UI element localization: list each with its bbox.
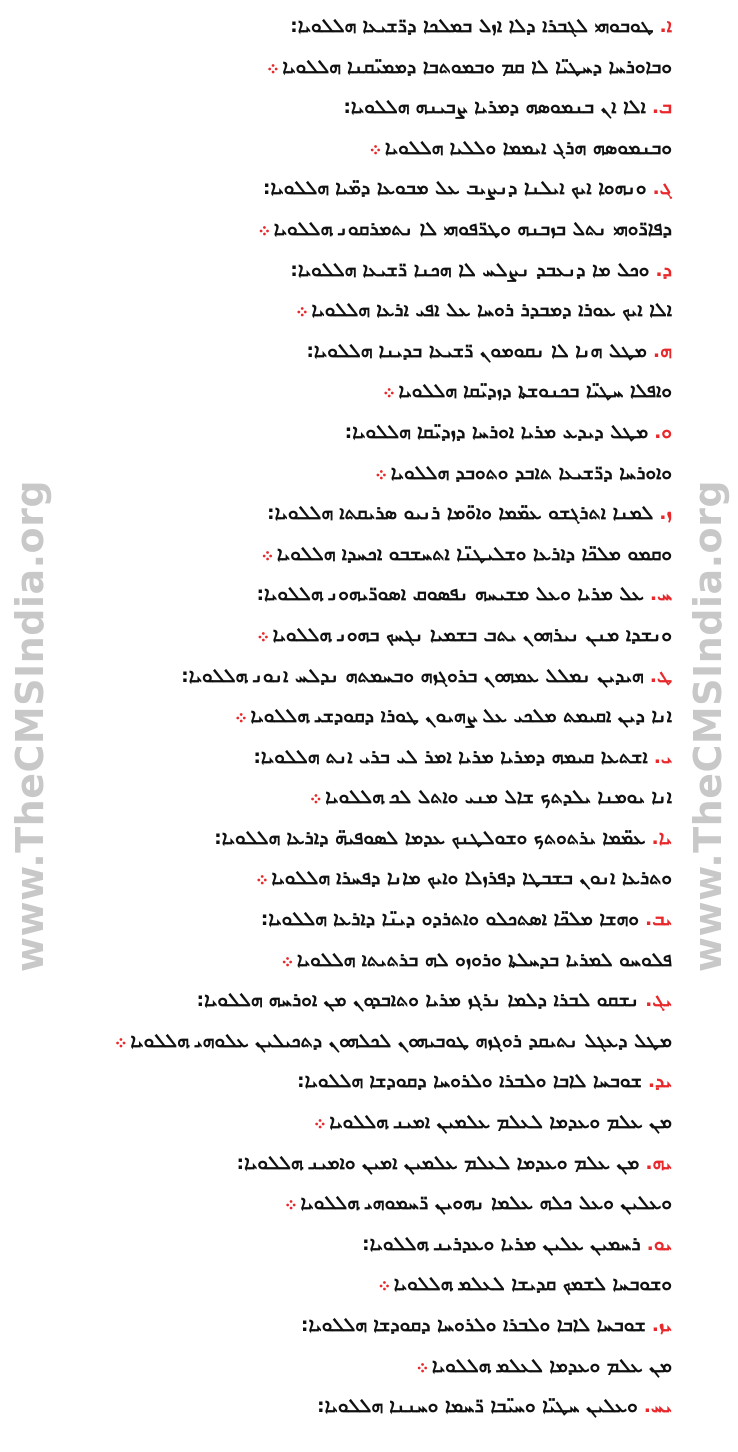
- verse-line: [60, 615, 678, 656]
- verse-number: ܝ.: [653, 745, 672, 768]
- verse-line: [60, 980, 678, 1021]
- verse-line: [60, 777, 678, 818]
- verse-line: [60, 858, 678, 899]
- halleluiah-refrain: ܗܠܠܘܝܐ:: [297, 1070, 364, 1093]
- verse-end-mark: ܀: [296, 299, 308, 322]
- halleluiah-refrain: ܗܠܠܘܝܐ: [276, 542, 336, 565]
- verse-text: ܘܢܗܘܐ ܐܝܟ ܐܝܠܢܐ ܕܢܨܝܒ ܥܠ ܡܒܘܥܐ ܕܡ̈ܝܐ: [335, 177, 647, 200]
- verse-number: ܗ.: [652, 339, 672, 362]
- verse-text: ܘܐܦܠܐ ܚܛܝ̈ܐ ܒܟܢܘܫܬܐ ܕܙܕܝ̈ܩܐ: [463, 380, 672, 403]
- verse-line: [60, 128, 678, 169]
- halleluiah-refrain: ܗܠܠܘܝܐ:: [306, 339, 373, 362]
- halleluiah-refrain: ܗܠܠܘܝܐ:: [290, 15, 357, 37]
- watermark-text-left: www.TheCMSIndia.org: [8, 479, 52, 973]
- verse-line: [60, 371, 678, 412]
- verse-text: ܛܘܒܘܗܝ ܠܓܒܪܐ ܕܠܐ ܐܙܠ ܒܡܠܟܐ ܕܪ̈ܫܝܥܐ: [362, 15, 654, 37]
- verse-line: [60, 737, 678, 778]
- verse-line: [60, 493, 678, 534]
- verse-text: ܦܠܘܚܘ ܠܡܪܝܐ ܒܕܚܠܬܐ ܘܪܘܙܘ ܠܗ ܒܪܬܝܬܐ: [361, 948, 672, 971]
- halleluiah-refrain: ܗܠܠܘܝܐ:: [290, 258, 357, 281]
- halleluiah-refrain: ܗܠܠܘܝܐ: [384, 136, 444, 159]
- verse-line: [60, 87, 678, 128]
- verse-text: ܐܠܐ ܐܢ ܒܢܡܘܣܗ ܕܡܪܝܐ ܨܒܝܢܗ: [415, 96, 646, 119]
- verse-text: ܪܚܡܝܢ ܥܠܝܢ ܡܪܝܐ ܘܥܕܪܝܢ: [434, 1232, 641, 1255]
- verse-text-block: [60, 0, 678, 1427]
- verse-line: [60, 1102, 678, 1143]
- verse-line: [60, 250, 678, 291]
- verse-line: [60, 696, 678, 737]
- verse-text: ܘܒܐܘܪܚܐ ܕܚܛܝ̈ܐ ܠܐ ܩܡ ܘܒܡܘܬܒܐ ܕܡܡܝ̈ܩܢܐ: [347, 55, 672, 78]
- halleluiah-refrain: ܗܠܠܘܝܐ: [282, 55, 342, 78]
- halleluiah-refrain: ܗܠܠܘܝܐ: [271, 867, 331, 890]
- verse-end-mark: ܀: [257, 623, 269, 646]
- verse-number: ܛ.: [649, 664, 672, 687]
- verse-text: ܫܘܒܚܐ ܠܐܒܐ ܘܠܒܪܐ ܘܠܪܘܚܐ ܕܩܘܕܫܐ: [369, 1070, 642, 1093]
- verse-text: ܘܢܫܕܐ ܡܢܢ ܢܝܪܗܘܢ ܝܬܒ ܒܫܡܝܐ ܢܓܚܟ ܒܗܘܢ: [337, 623, 672, 646]
- halleluiah-refrain: ܗܠܠܘܝܐ:: [253, 745, 320, 768]
- verse-line: [60, 574, 678, 615]
- verse-number: ܝܓ.: [645, 989, 672, 1012]
- verse-line: [60, 1386, 678, 1427]
- halleluiah-refrain: ܗܠܠܘܝܐ: [325, 786, 384, 809]
- verse-number: ܚ.: [649, 583, 672, 606]
- verse-text: ܕܦܐܪ̈ܘܗܝ ܢܬܠ ܒܙܒܢܗ ܘܛܪ̈ܦܘܗܝ ܠܐ ܢܬܡܪܩܘܢ: [338, 217, 672, 240]
- verse-line: [60, 656, 678, 697]
- halleluiah-refrain: ܗܠܠܘܝܐ:: [266, 502, 334, 525]
- verse-text: ܢܫܩܘ ܠܒܪܐ ܕܠܡܐ ܢܪܓܙ ܡܪܝܐ ܘܬܐܒܕܘܢ ܡܢ ܐܘܪܚܗ: [268, 989, 640, 1012]
- verse-number: ܕ.: [655, 258, 672, 281]
- verse-line: [60, 1224, 678, 1265]
- verse-number: ܒ.: [651, 96, 672, 119]
- verse-text: ܘܟܠ ܡܐ ܕܢܥܒܕ ܢܨܠܚ ܠܐ ܗܟܢܐ ܪ̈ܫܝܥܐ: [362, 258, 650, 281]
- verse-line: [60, 290, 678, 331]
- verse-number: ܝܒ.: [645, 908, 672, 931]
- verse-line: [60, 1061, 678, 1102]
- halleluiah-refrain: ܗܠܠܘܝܐ: [329, 1111, 389, 1134]
- verse-text: ܘܗܫܐ ܡܠܟ̈ܐ ܐܣܬܟܠܘ ܘܐܬܪܕܘ ܕܝܢ̈ܐ ܕܐܪܥܐ: [333, 908, 639, 931]
- verse-text: ܘܥܠܝܢ ܚܛܝ̈ܐ ܘܚܝ̈ܒܐ ܪ̈ܚܡܐ ܘܚܢܢܐ: [389, 1395, 638, 1418]
- halleluiah-refrain: ܗܠܠܘܝܐ: [296, 948, 356, 971]
- verse-number: ܓ.: [652, 177, 672, 200]
- verse-end-mark: ܀: [285, 1192, 297, 1215]
- verse-end-mark: ܀: [383, 380, 395, 403]
- verse-number: ܝܙ.: [651, 1314, 672, 1336]
- watermark-right: [678, 0, 738, 1452]
- verse-number: ܝܚ.: [643, 1395, 672, 1418]
- halleluiah-refrain: ܗܠܠܘܝܐ: [390, 461, 450, 484]
- verse-line: [60, 1305, 678, 1346]
- halleluiah-refrain: ܗܠܠܘܝܐ:: [300, 1314, 368, 1336]
- verse-end-mark: ܀: [416, 1354, 428, 1377]
- verse-end-mark: ܀: [266, 55, 279, 78]
- verse-end-mark: ܀: [235, 705, 247, 728]
- verse-line: [60, 818, 678, 859]
- halleluiah-refrain: ܗܠܠܘܝܐ:: [181, 664, 248, 687]
- verse-text: ܫܘܒܚܐ ܠܐܒܐ ܘܠܒܪܐ ܘܠܪܘܚܐ ܕܩܘܕܫܐ: [373, 1314, 646, 1336]
- verse-end-mark: ܀: [256, 867, 268, 890]
- verse-end-mark: ܀: [114, 1029, 127, 1052]
- halleluiah-refrain: ܗܠܠܘܝܐ: [431, 1354, 491, 1377]
- verse-line: [60, 1183, 678, 1224]
- halleluiah-refrain: ܗܠܠܘܝܐ:: [262, 177, 330, 200]
- halleluiah-refrain: ܗܠܠܘܝܐ: [398, 380, 458, 403]
- verse-text: ܡܛܠ ܗܢܐ ܠܐ ܢܩܘܡܘܢ ܪ̈ܫܝܥܐ ܒܕܝܢܐ: [378, 339, 647, 362]
- watermark-text-right: www.TheCMSIndia.org: [686, 479, 730, 973]
- verse-text: ܘܩܡܘ ܡܠܟ̈ܐ ܕܐܪܥܐ ܘܫܠܝܛܢ̈ܐ ܐܬܚܫܒܘ ܐܟܚܕܐ: [341, 542, 672, 565]
- verse-line: [60, 940, 678, 981]
- halleluiah-refrain: ܗܠܠܘܝܐ:: [362, 1232, 429, 1255]
- verse-line: [60, 6, 678, 47]
- verse-line: [60, 899, 678, 940]
- verse-line: [60, 1264, 678, 1305]
- verse-text: ܘܫܘܒܚܐ ܠܫܡܟ ܩܕܝܫܐ ܠܥܠܡ: [458, 1273, 672, 1296]
- verse-end-mark: ܀: [375, 461, 387, 484]
- halleluiah-refrain: ܗܠܠܘܝܐ: [130, 1029, 190, 1052]
- verse-text: ܘܒܢܡܘܣܗ ܗܪܓ ܐܝܡܡܐ ܘܠܠܝܐ: [449, 136, 672, 159]
- verse-end-mark: ܀: [258, 217, 270, 240]
- halleluiah-refrain: ܗܠܠܘܝܐ: [250, 705, 310, 728]
- halleluiah-refrain: ܗܠܠܘܝܐ:: [214, 826, 281, 849]
- verse-text: ܡܛܠ ܕܥܓܠ ܢܬܝܩܕ ܪܘܓܙܗ ܛܘܒܝܗܘܢ ܠܟܠܗܘܢ ܕܬܟܝܠܝܢ ܥܠܘܗܝ: [195, 1029, 672, 1052]
- verse-number: ܝܐ.: [651, 826, 672, 849]
- verse-number: ܙ.: [659, 502, 672, 525]
- verse-text: ܡܛܠ ܕܝܕܥ ܡܪܝܐ ܐܘܪܚܐ ܕܙܕܝ̈ܩܐ: [416, 420, 649, 443]
- halleluiah-refrain: ܗܠܠܘܝܐ: [300, 1192, 360, 1215]
- verse-text: ܗܝܕܝܢ ܢܡܠܠ ܥܡܗܘܢ ܒܪܘܓܙܗ ܘܒܚܡܬܗ ܢܕܠܚ ܐܢܘܢ: [253, 664, 644, 687]
- verse-text: ܡܢ ܥܠܡ ܘܥܕܡܐ ܠܥܠܡ: [496, 1354, 672, 1377]
- verse-text: ܡܢ ܥܠܡ ܘܥܕܡܐ ܠܥܠܡ ܥܠܡܝܢ ܐܡܝܢ ܘܐܡܝܢ: [308, 1151, 640, 1174]
- verse-end-mark: ܀: [261, 542, 273, 565]
- verse-number: ܝܘ.: [646, 1232, 672, 1255]
- watermark-left: [0, 0, 60, 1452]
- verse-line: [60, 47, 678, 88]
- verse-text: ܘܬܪܥܐ ܐܢܘܢ ܒܫܒܛܐ ܕܦܪܙܠܐ ܘܐܝܟ ܡܐܢܐ ܕܦܚܪܐ: [336, 867, 672, 890]
- verse-end-mark: ܀: [313, 1111, 326, 1134]
- verse-line: [60, 534, 678, 575]
- verse-end-mark: ܀: [281, 948, 293, 971]
- halleluiah-refrain: ܗܠܠܘܝܐ:: [196, 989, 263, 1012]
- halleluiah-refrain: ܗܠܠܘܝܐ: [273, 217, 333, 240]
- verse-line: [60, 412, 678, 453]
- verse-line: [60, 209, 678, 250]
- verse-line: [60, 331, 678, 372]
- verse-text: ܐܫܬܥܐ ܩܝܡܗ ܕܡܪܝܐ ܡܪܝܐ ܐܡܪ ܠܝ ܒܪܝ ܐܢܬ: [325, 745, 648, 768]
- verse-number: ܝܕ.: [647, 1070, 672, 1093]
- halleluiah-refrain: ܗܠܠܘܝܐ:: [256, 583, 323, 606]
- verse-number: ܘ.: [654, 420, 672, 443]
- halleluiah-refrain: ܗܠܠܘܝܐ:: [236, 1151, 303, 1174]
- verse-number: ܐ.: [659, 15, 672, 37]
- verse-line: [60, 453, 678, 494]
- halleluiah-refrain: ܗܠܠܘܝܐ: [393, 1273, 453, 1296]
- halleluiah-refrain: ܗܠܠܘܝܐ:: [344, 420, 411, 443]
- verse-line: [60, 168, 678, 209]
- verse-end-mark: ܀: [309, 786, 322, 809]
- verse-text: ܥܡ̈ܡܐ ܝܪܬܘܬܟ ܘܫܘܠܛܢܟ ܥܕܡܐ ܠܣܘܦܝܗ̈ ܕܐܪܥܐ: [286, 826, 646, 849]
- verse-number: ܝܗ.: [645, 1151, 672, 1174]
- verse-line: [60, 1346, 678, 1387]
- verse-text: ܥܠ ܡܪܝܐ ܘܥܠ ܡܫܝܚܗ ܢܦܣܘܩ ܐܣܘܪ̈ܝܗܘܢ: [328, 583, 644, 606]
- halleluiah-refrain: ܗܠܠܘܝܐ: [311, 299, 371, 322]
- halleluiah-refrain: ܗܠܠܘܝܐ:: [260, 908, 328, 931]
- halleluiah-refrain: ܗܠܠܘܝܐ:: [316, 1395, 384, 1418]
- halleluiah-refrain: ܗܠܠܘܝܐ:: [343, 96, 410, 119]
- verse-text: ܡܢ ܥܠܡ ܘܥܕܡܐ ܠܥܠܡ ܥܠܡܝܢ ܐܡܝܢ: [394, 1111, 672, 1134]
- verse-line: [60, 1021, 678, 1062]
- verse-text: ܐܢܐ ܝܘܡܢܐ ܝܠܕܬܟ ܫܐܠ ܡܢܝ ܘܐܬܠ ܠܟ: [389, 786, 672, 809]
- verse-end-mark: ܀: [378, 1273, 390, 1296]
- verse-end-mark: ܀: [369, 136, 381, 159]
- verse-text: ܠܡܢܐ ܐܬܪܓܫܘ ܥܡ̈ܡܐ ܘܐܘ̈ܡܐ ܪܢܝܘ ܣܪܝܩܬܐ: [339, 502, 654, 525]
- verse-text: ܘܥܠܝܢ ܘܥܠ ܟܠܗ ܥܠܡܐ ܢܗܘܝܢ ܪ̈ܚܡܘܗܝ: [365, 1192, 672, 1215]
- verse-text: ܐܢܐ ܕܝܢ ܐܩܝܡܬ ܡܠܟܝ ܥܠ ܨܗܝܘܢ ܛܘܪܐ ܕܩܘܕܫܝ: [315, 705, 672, 728]
- halleluiah-refrain: ܗܠܠܘܝܐ: [272, 623, 332, 646]
- verse-text: ܐܠܐ ܐܝܟ ܥܘܪܐ ܕܡܒܕܪ ܪܘܚܐ ܥܠ ܐܦܝ ܐܪܥܐ: [376, 299, 672, 322]
- verse-text: ܘܐܘܪܚܐ ܕܪ̈ܫܝܥܐ ܬܐܒܕ ܘܬܘܒܕ: [455, 461, 672, 484]
- verse-line: [60, 1143, 678, 1184]
